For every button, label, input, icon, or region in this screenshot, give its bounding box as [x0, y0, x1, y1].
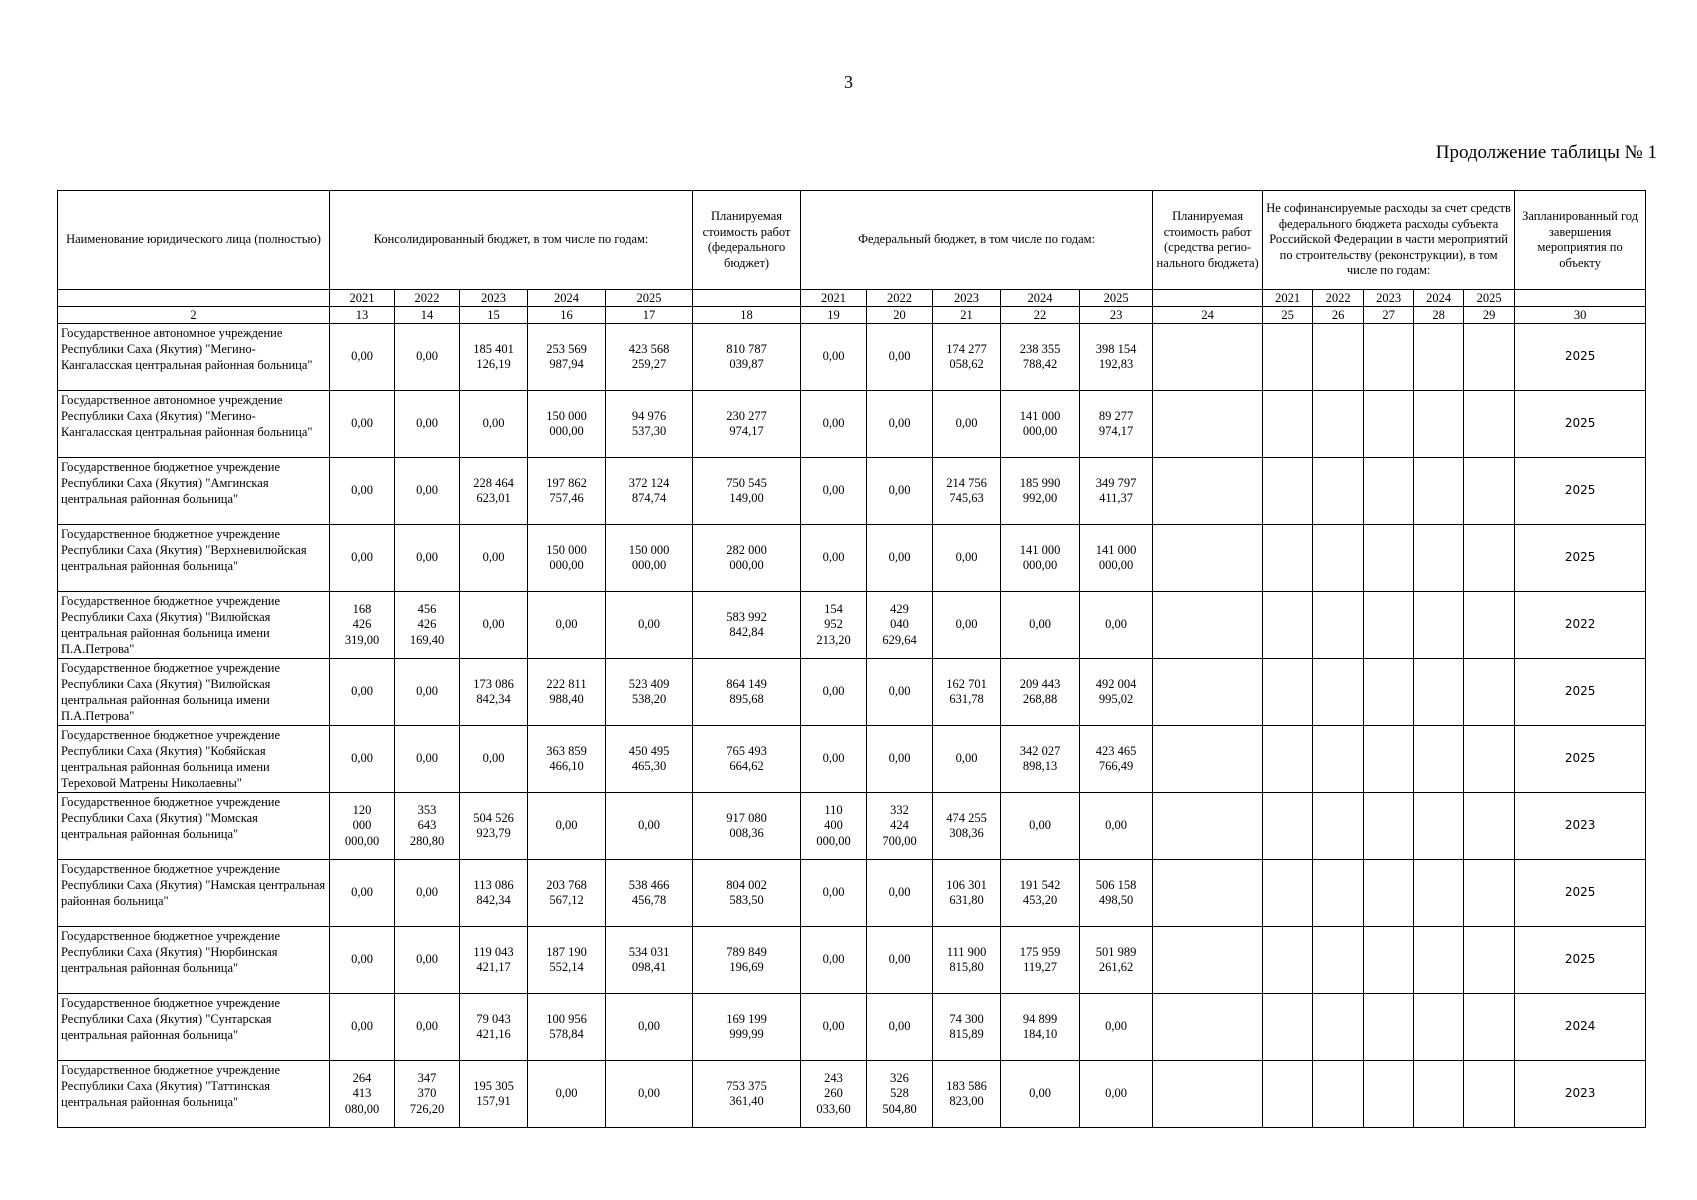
not-cofinanced-value — [1364, 391, 1414, 458]
consolidated-value: 0,00 — [528, 1061, 606, 1128]
consolidated-value: 0,00 — [330, 726, 395, 793]
consolidated-value: 0,00 — [395, 525, 460, 592]
consolidated-value: 100 956 578,84 — [528, 994, 606, 1061]
planned-regional-value — [1153, 458, 1263, 525]
planned-federal-value: 804 002 583,50 — [693, 860, 801, 927]
year-cons-2: 2023 — [460, 290, 528, 307]
consolidated-value: 113 086 842,34 — [460, 860, 528, 927]
year-nocofin-4: 2025 — [1464, 290, 1515, 307]
federal-value: 429 040 629,64 — [867, 592, 933, 659]
not-cofinanced-value — [1263, 994, 1313, 1061]
not-cofinanced-value — [1313, 592, 1364, 659]
not-cofinanced-value — [1364, 592, 1414, 659]
consolidated-value: 0,00 — [330, 994, 395, 1061]
consolidated-value: 0,00 — [395, 391, 460, 458]
page-number: 3 — [844, 72, 853, 92]
federal-value: 141 000 000,00 — [1001, 525, 1080, 592]
not-cofinanced-value — [1464, 927, 1515, 994]
not-cofinanced-value — [1414, 860, 1464, 927]
consolidated-value: 504 526 923,79 — [460, 793, 528, 860]
not-cofinanced-value — [1263, 793, 1313, 860]
not-cofinanced-value — [1263, 324, 1313, 391]
completion-year-cell: 2023 — [1515, 1061, 1646, 1128]
federal-value: 191 542 453,20 — [1001, 860, 1080, 927]
header-planned-regional: Планируемая стоимость работ (средства регио-нального бюджета) — [1153, 191, 1263, 290]
consolidated-value: 150 000 000,00 — [606, 525, 693, 592]
consolidated-value: 0,00 — [330, 927, 395, 994]
not-cofinanced-value — [1364, 994, 1414, 1061]
years-blank-planned-fed — [693, 290, 801, 307]
consolidated-value: 0,00 — [528, 793, 606, 860]
consolidated-value: 94 976 537,30 — [606, 391, 693, 458]
consolidated-value: 222 811 988,40 — [528, 659, 606, 726]
not-cofinanced-value — [1414, 726, 1464, 793]
table-row — [58, 860, 1646, 927]
federal-value: 0,00 — [801, 726, 867, 793]
federal-value: 0,00 — [801, 391, 867, 458]
not-cofinanced-value — [1313, 1061, 1364, 1128]
federal-value: 0,00 — [867, 927, 933, 994]
years-blank-completion — [1515, 290, 1646, 307]
not-cofinanced-value — [1263, 726, 1313, 793]
not-cofinanced-value — [1464, 525, 1515, 592]
federal-value: 0,00 — [867, 860, 933, 927]
org-name-cell: Государственное автономное учреждение Республики Саха (Якутия) "Мегино-Кангаласская центральная районная больница" — [58, 324, 330, 391]
consolidated-value: 372 124 874,74 — [606, 458, 693, 525]
org-name-cell: Государственное бюджетное учреждение Республики Саха (Якутия) "Верхневилюйская центральная районная больница" — [58, 525, 330, 592]
consolidated-value: 0,00 — [606, 592, 693, 659]
consolidated-value: 0,00 — [460, 525, 528, 592]
table-continuation-caption: Продолжение таблицы № 1 — [1435, 142, 1657, 163]
planned-regional-value — [1153, 994, 1263, 1061]
org-name-cell: Государственное бюджетное учреждение Республики Саха (Якутия) "Вилюйская центральная районная больница имени П.А.Петрова" — [58, 592, 330, 659]
consolidated-value: 0,00 — [395, 860, 460, 927]
completion-year-cell: 2022 — [1515, 592, 1646, 659]
consolidated-value: 173 086 842,34 — [460, 659, 528, 726]
org-name-cell: Государственное бюджетное учреждение Республики Саха (Якутия) "Нюрбинская центральная районная больница" — [58, 927, 330, 994]
not-cofinanced-value — [1364, 525, 1414, 592]
consolidated-value: 423 568 259,27 — [606, 324, 693, 391]
federal-value: 0,00 — [1080, 592, 1153, 659]
not-cofinanced-value — [1263, 458, 1313, 525]
years-blank-name — [58, 290, 330, 307]
completion-year-cell: 2025 — [1515, 726, 1646, 793]
planned-federal-value: 753 375 361,40 — [693, 1061, 801, 1128]
not-cofinanced-value — [1263, 860, 1313, 927]
consolidated-value: 168 426 319,00 — [330, 592, 395, 659]
consolidated-value: 534 031 098,41 — [606, 927, 693, 994]
federal-value: 0,00 — [867, 324, 933, 391]
year-nocofin-0: 2021 — [1263, 290, 1313, 307]
column-number: 27 — [1364, 307, 1414, 324]
federal-value: 0,00 — [933, 592, 1001, 659]
federal-value: 0,00 — [801, 860, 867, 927]
federal-value: 110 400 000,00 — [801, 793, 867, 860]
federal-value: 492 004 995,02 — [1080, 659, 1153, 726]
federal-value: 0,00 — [867, 659, 933, 726]
planned-regional-value — [1153, 324, 1263, 391]
not-cofinanced-value — [1414, 458, 1464, 525]
column-number: 28 — [1414, 307, 1464, 324]
year-cons-3: 2024 — [528, 290, 606, 307]
not-cofinanced-value — [1464, 458, 1515, 525]
not-cofinanced-value — [1364, 793, 1414, 860]
consolidated-value: 456 426 169,40 — [395, 592, 460, 659]
not-cofinanced-value — [1263, 927, 1313, 994]
consolidated-value: 228 464 623,01 — [460, 458, 528, 525]
consolidated-value: 0,00 — [395, 659, 460, 726]
consolidated-value: 120 000 000,00 — [330, 793, 395, 860]
federal-value: 174 277 058,62 — [933, 324, 1001, 391]
org-name-cell: Государственное бюджетное учреждение Республики Саха (Якутия) "Момская центральная районная больница" — [58, 793, 330, 860]
federal-value: 154 952 213,20 — [801, 592, 867, 659]
consolidated-value: 0,00 — [395, 726, 460, 793]
consolidated-value: 203 768 567,12 — [528, 860, 606, 927]
table-row — [58, 391, 1646, 458]
not-cofinanced-value — [1263, 525, 1313, 592]
not-cofinanced-value — [1313, 726, 1364, 793]
federal-value: 94 899 184,10 — [1001, 994, 1080, 1061]
not-cofinanced-value — [1313, 793, 1364, 860]
consolidated-value: 0,00 — [330, 659, 395, 726]
year-cons-0: 2021 — [330, 290, 395, 307]
federal-value: 398 154 192,83 — [1080, 324, 1153, 391]
column-number: 23 — [1080, 307, 1153, 324]
federal-value: 89 277 974,17 — [1080, 391, 1153, 458]
not-cofinanced-value — [1464, 592, 1515, 659]
not-cofinanced-value — [1464, 793, 1515, 860]
federal-value: 0,00 — [1080, 1061, 1153, 1128]
not-cofinanced-value — [1364, 927, 1414, 994]
federal-value: 74 300 815,89 — [933, 994, 1001, 1061]
column-number: 2 — [58, 307, 330, 324]
column-numbers-row — [58, 307, 1646, 324]
planned-regional-value — [1153, 659, 1263, 726]
not-cofinanced-value — [1313, 324, 1364, 391]
not-cofinanced-value — [1364, 860, 1414, 927]
planned-federal-value: 583 992 842,84 — [693, 592, 801, 659]
column-number: 16 — [528, 307, 606, 324]
consolidated-value: 0,00 — [606, 793, 693, 860]
year-cons-4: 2025 — [606, 290, 693, 307]
column-number: 17 — [606, 307, 693, 324]
federal-value: 0,00 — [801, 324, 867, 391]
federal-value: 214 756 745,63 — [933, 458, 1001, 525]
consolidated-value: 0,00 — [460, 726, 528, 793]
federal-value: 474 255 308,36 — [933, 793, 1001, 860]
federal-value: 141 000 000,00 — [1080, 525, 1153, 592]
budget-table — [57, 190, 1646, 1128]
table-row — [58, 726, 1646, 793]
table-row — [58, 458, 1646, 525]
consolidated-value: 187 190 552,14 — [528, 927, 606, 994]
consolidated-value: 0,00 — [395, 994, 460, 1061]
consolidated-value: 538 466 456,78 — [606, 860, 693, 927]
consolidated-value: 0,00 — [395, 324, 460, 391]
table-row — [58, 525, 1646, 592]
consolidated-value: 0,00 — [330, 458, 395, 525]
not-cofinanced-value — [1263, 592, 1313, 659]
planned-regional-value — [1153, 927, 1263, 994]
not-cofinanced-value — [1263, 1061, 1313, 1128]
federal-value: 162 701 631,78 — [933, 659, 1001, 726]
federal-value: 0,00 — [801, 525, 867, 592]
org-name-cell: Государственное бюджетное учреждение Республики Саха (Якутия) "Вилюйская центральная районная больница имени П.А.Петрова" — [58, 659, 330, 726]
federal-value: 0,00 — [933, 525, 1001, 592]
years-row — [58, 290, 1646, 307]
column-number: 18 — [693, 307, 801, 324]
completion-year-cell: 2025 — [1515, 525, 1646, 592]
org-name-cell: Государственное бюджетное учреждение Республики Саха (Якутия) "Сунтарская центральная районная больница" — [58, 994, 330, 1061]
planned-federal-value: 864 149 895,68 — [693, 659, 801, 726]
not-cofinanced-value — [1313, 458, 1364, 525]
consolidated-value: 0,00 — [330, 324, 395, 391]
not-cofinanced-value — [1364, 726, 1414, 793]
column-number: 13 — [330, 307, 395, 324]
consolidated-value: 0,00 — [606, 1061, 693, 1128]
column-number: 19 — [801, 307, 867, 324]
federal-value: 0,00 — [1001, 793, 1080, 860]
consolidated-value: 0,00 — [330, 525, 395, 592]
federal-value: 0,00 — [1001, 592, 1080, 659]
year-cons-1: 2022 — [395, 290, 460, 307]
planned-federal-value: 789 849 196,69 — [693, 927, 801, 994]
not-cofinanced-value — [1414, 1061, 1464, 1128]
year-nocofin-3: 2024 — [1414, 290, 1464, 307]
federal-value: 0,00 — [801, 458, 867, 525]
not-cofinanced-value — [1414, 525, 1464, 592]
planned-regional-value — [1153, 592, 1263, 659]
not-cofinanced-value — [1414, 324, 1464, 391]
consolidated-value: 0,00 — [395, 927, 460, 994]
org-name-cell: Государственное автономное учреждение Республики Саха (Якутия) "Мегино-Кангаласская центральная районная больница" — [58, 391, 330, 458]
consolidated-value: 450 495 465,30 — [606, 726, 693, 793]
consolidated-value: 150 000 000,00 — [528, 391, 606, 458]
consolidated-value: 353 643 280,80 — [395, 793, 460, 860]
header-federal: Федеральный бюджет, в том числе по годам: — [801, 191, 1153, 290]
not-cofinanced-value — [1364, 324, 1414, 391]
not-cofinanced-value — [1263, 659, 1313, 726]
years-blank-planned-reg — [1153, 290, 1263, 307]
consolidated-value: 363 859 466,10 — [528, 726, 606, 793]
planned-federal-value: 230 277 974,17 — [693, 391, 801, 458]
not-cofinanced-value — [1313, 860, 1364, 927]
planned-federal-value: 750 545 149,00 — [693, 458, 801, 525]
completion-year-cell: 2025 — [1515, 860, 1646, 927]
federal-value: 342 027 898,13 — [1001, 726, 1080, 793]
not-cofinanced-value — [1313, 927, 1364, 994]
consolidated-value: 150 000 000,00 — [528, 525, 606, 592]
completion-year-cell: 2023 — [1515, 793, 1646, 860]
planned-regional-value — [1153, 391, 1263, 458]
federal-value: 0,00 — [867, 391, 933, 458]
planned-federal-value: 917 080 008,36 — [693, 793, 801, 860]
planned-federal-value: 765 493 664,62 — [693, 726, 801, 793]
column-number: 29 — [1464, 307, 1515, 324]
federal-value: 238 355 788,42 — [1001, 324, 1080, 391]
table-row — [58, 793, 1646, 860]
consolidated-value: 0,00 — [460, 391, 528, 458]
table-row — [58, 994, 1646, 1061]
federal-value: 0,00 — [933, 726, 1001, 793]
header-completion-year: Запланированный год завершения мероприятия по объекту — [1515, 191, 1646, 290]
year-fed-1: 2022 — [867, 290, 933, 307]
column-number: 20 — [867, 307, 933, 324]
not-cofinanced-value — [1313, 994, 1364, 1061]
not-cofinanced-value — [1464, 391, 1515, 458]
org-name-cell: Государственное бюджетное учреждение Республики Саха (Якутия) "Намская центральная районная больница" — [58, 860, 330, 927]
not-cofinanced-value — [1414, 592, 1464, 659]
column-number: 22 — [1001, 307, 1080, 324]
year-nocofin-1: 2022 — [1313, 290, 1364, 307]
consolidated-value: 523 409 538,20 — [606, 659, 693, 726]
federal-value: 175 959 119,27 — [1001, 927, 1080, 994]
federal-value: 209 443 268,88 — [1001, 659, 1080, 726]
column-number: 24 — [1153, 307, 1263, 324]
federal-value: 0,00 — [801, 994, 867, 1061]
consolidated-value: 197 862 757,46 — [528, 458, 606, 525]
planned-regional-value — [1153, 860, 1263, 927]
completion-year-cell: 2025 — [1515, 659, 1646, 726]
planned-regional-value — [1153, 726, 1263, 793]
consolidated-value: 0,00 — [460, 592, 528, 659]
not-cofinanced-value — [1464, 860, 1515, 927]
planned-federal-value: 810 787 039,87 — [693, 324, 801, 391]
federal-value: 506 158 498,50 — [1080, 860, 1153, 927]
column-number: 30 — [1515, 307, 1646, 324]
header-not-cofinanced: Не софинансируемые расходы за счет средств федерального бюджета расходы субъекта Российской Федерации в части мероприятий по строительству (реконструкции), в том числе по годам: — [1263, 191, 1515, 290]
federal-value: 0,00 — [867, 994, 933, 1061]
federal-value: 185 990 992,00 — [1001, 458, 1080, 525]
federal-value: 0,00 — [867, 458, 933, 525]
consolidated-value: 0,00 — [330, 860, 395, 927]
consolidated-value: 264 413 080,00 — [330, 1061, 395, 1128]
not-cofinanced-value — [1464, 994, 1515, 1061]
completion-year-cell: 2025 — [1515, 458, 1646, 525]
consolidated-value: 347 370 726,20 — [395, 1061, 460, 1128]
org-name-cell: Государственное бюджетное учреждение Республики Саха (Якутия) "Амгинская центральная районная больница" — [58, 458, 330, 525]
table-row — [58, 1061, 1646, 1128]
not-cofinanced-value — [1464, 659, 1515, 726]
planned-regional-value — [1153, 1061, 1263, 1128]
org-name-cell: Государственное бюджетное учреждение Республики Саха (Якутия) "Таттинская центральная районная больница" — [58, 1061, 330, 1128]
header-name: Наименование юридического лица (полностью) — [58, 191, 330, 290]
federal-value: 349 797 411,37 — [1080, 458, 1153, 525]
year-nocofin-2: 2023 — [1364, 290, 1414, 307]
year-fed-0: 2021 — [801, 290, 867, 307]
table-row — [58, 659, 1646, 726]
consolidated-value: 0,00 — [395, 458, 460, 525]
federal-value: 0,00 — [867, 525, 933, 592]
column-number: 15 — [460, 307, 528, 324]
column-number: 26 — [1313, 307, 1364, 324]
consolidated-value: 253 569 987,94 — [528, 324, 606, 391]
org-name-cell: Государственное бюджетное учреждение Республики Саха (Якутия) "Кобяйская центральная районная больница имени Тереховой Матрены Николаевны" — [58, 726, 330, 793]
table-body — [58, 324, 1646, 1128]
year-fed-3: 2024 — [1001, 290, 1080, 307]
not-cofinanced-value — [1414, 659, 1464, 726]
not-cofinanced-value — [1464, 726, 1515, 793]
not-cofinanced-value — [1414, 994, 1464, 1061]
federal-value: 0,00 — [867, 726, 933, 793]
planned-regional-value — [1153, 525, 1263, 592]
consolidated-value: 0,00 — [606, 994, 693, 1061]
planned-federal-value: 282 000 000,00 — [693, 525, 801, 592]
consolidated-value: 79 043 421,16 — [460, 994, 528, 1061]
consolidated-value: 0,00 — [330, 391, 395, 458]
not-cofinanced-value — [1364, 1061, 1414, 1128]
federal-value: 0,00 — [1001, 1061, 1080, 1128]
completion-year-cell: 2025 — [1515, 324, 1646, 391]
consolidated-value: 195 305 157,91 — [460, 1061, 528, 1128]
federal-value: 332 424 700,00 — [867, 793, 933, 860]
header-consolidated: Консолидированный бюджет, в том числе по годам: — [330, 191, 693, 290]
table-row — [58, 324, 1646, 391]
federal-value: 0,00 — [801, 659, 867, 726]
not-cofinanced-value — [1313, 659, 1364, 726]
header-planned-federal: Планируемая стоимость работ (федерального бюджет) — [693, 191, 801, 290]
not-cofinanced-value — [1414, 793, 1464, 860]
consolidated-value: 0,00 — [528, 592, 606, 659]
not-cofinanced-value — [1364, 659, 1414, 726]
year-fed-4: 2025 — [1080, 290, 1153, 307]
federal-value: 0,00 — [933, 391, 1001, 458]
completion-year-cell: 2024 — [1515, 994, 1646, 1061]
column-number: 25 — [1263, 307, 1313, 324]
consolidated-value: 185 401 126,19 — [460, 324, 528, 391]
not-cofinanced-value — [1464, 1061, 1515, 1128]
federal-value: 0,00 — [801, 927, 867, 994]
planned-federal-value: 169 199 999,99 — [693, 994, 801, 1061]
completion-year-cell: 2025 — [1515, 927, 1646, 994]
table-row — [58, 592, 1646, 659]
federal-value: 326 528 504,80 — [867, 1061, 933, 1128]
federal-value: 0,00 — [1080, 793, 1153, 860]
consolidated-value: 119 043 421,17 — [460, 927, 528, 994]
not-cofinanced-value — [1364, 458, 1414, 525]
column-number: 14 — [395, 307, 460, 324]
not-cofinanced-value — [1313, 525, 1364, 592]
planned-regional-value — [1153, 793, 1263, 860]
not-cofinanced-value — [1414, 391, 1464, 458]
federal-value: 501 989 261,62 — [1080, 927, 1153, 994]
federal-value: 111 900 815,80 — [933, 927, 1001, 994]
not-cofinanced-value — [1464, 324, 1515, 391]
completion-year-cell: 2025 — [1515, 391, 1646, 458]
not-cofinanced-value — [1263, 391, 1313, 458]
federal-value: 106 301 631,80 — [933, 860, 1001, 927]
federal-value: 141 000 000,00 — [1001, 391, 1080, 458]
not-cofinanced-value — [1414, 927, 1464, 994]
federal-value: 183 586 823,00 — [933, 1061, 1001, 1128]
year-fed-2: 2023 — [933, 290, 1001, 307]
federal-value: 0,00 — [1080, 994, 1153, 1061]
column-number: 21 — [933, 307, 1001, 324]
federal-value: 423 465 766,49 — [1080, 726, 1153, 793]
not-cofinanced-value — [1313, 391, 1364, 458]
table-row — [58, 927, 1646, 994]
federal-value: 243 260 033,60 — [801, 1061, 867, 1128]
